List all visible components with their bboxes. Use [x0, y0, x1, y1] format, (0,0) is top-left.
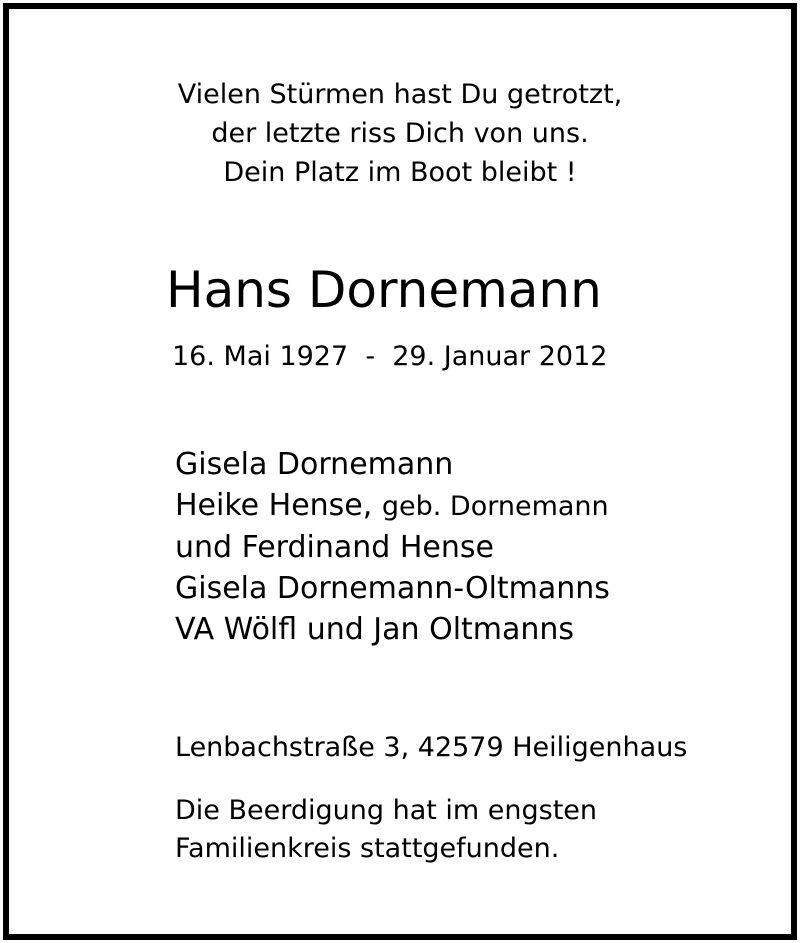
verse-line: Dein Platz im Boot bleibt !: [223, 157, 577, 188]
mourner-line: und Ferdinand Hense: [175, 530, 494, 565]
funeral-notice: [175, 792, 597, 868]
verse-line: der letzte riss Dich von uns.: [211, 118, 589, 149]
notice-line: Familienkreis stattgefunden.: [175, 833, 560, 864]
obituary-frame: [3, 3, 797, 940]
mourner-name: Heike Hense,: [175, 488, 373, 523]
notice-line: Die Beerdigung hat im engsten: [175, 795, 598, 826]
mourner-line: Gisela Dornemann: [175, 447, 454, 482]
deceased-name: Hans Dornemann: [166, 261, 602, 319]
memorial-verse: [9, 75, 791, 192]
life-dates: 16. Mai 1927 - 29. Januar 2012: [172, 341, 608, 372]
mourner-maiden-name: geb. Dornemann: [381, 491, 609, 522]
mourners-list: [175, 444, 610, 650]
mourner-line: Gisela Dornemann-Oltmanns: [175, 571, 610, 606]
mourner-line: VA Wölfl und Jan Oltmanns: [175, 612, 575, 647]
family-address: Lenbachstraße 3, 42579 Heiligenhaus: [175, 732, 688, 763]
verse-line: Vielen Stürmen hast Du getrotzt,: [177, 79, 623, 110]
mourner-line: [175, 485, 610, 527]
